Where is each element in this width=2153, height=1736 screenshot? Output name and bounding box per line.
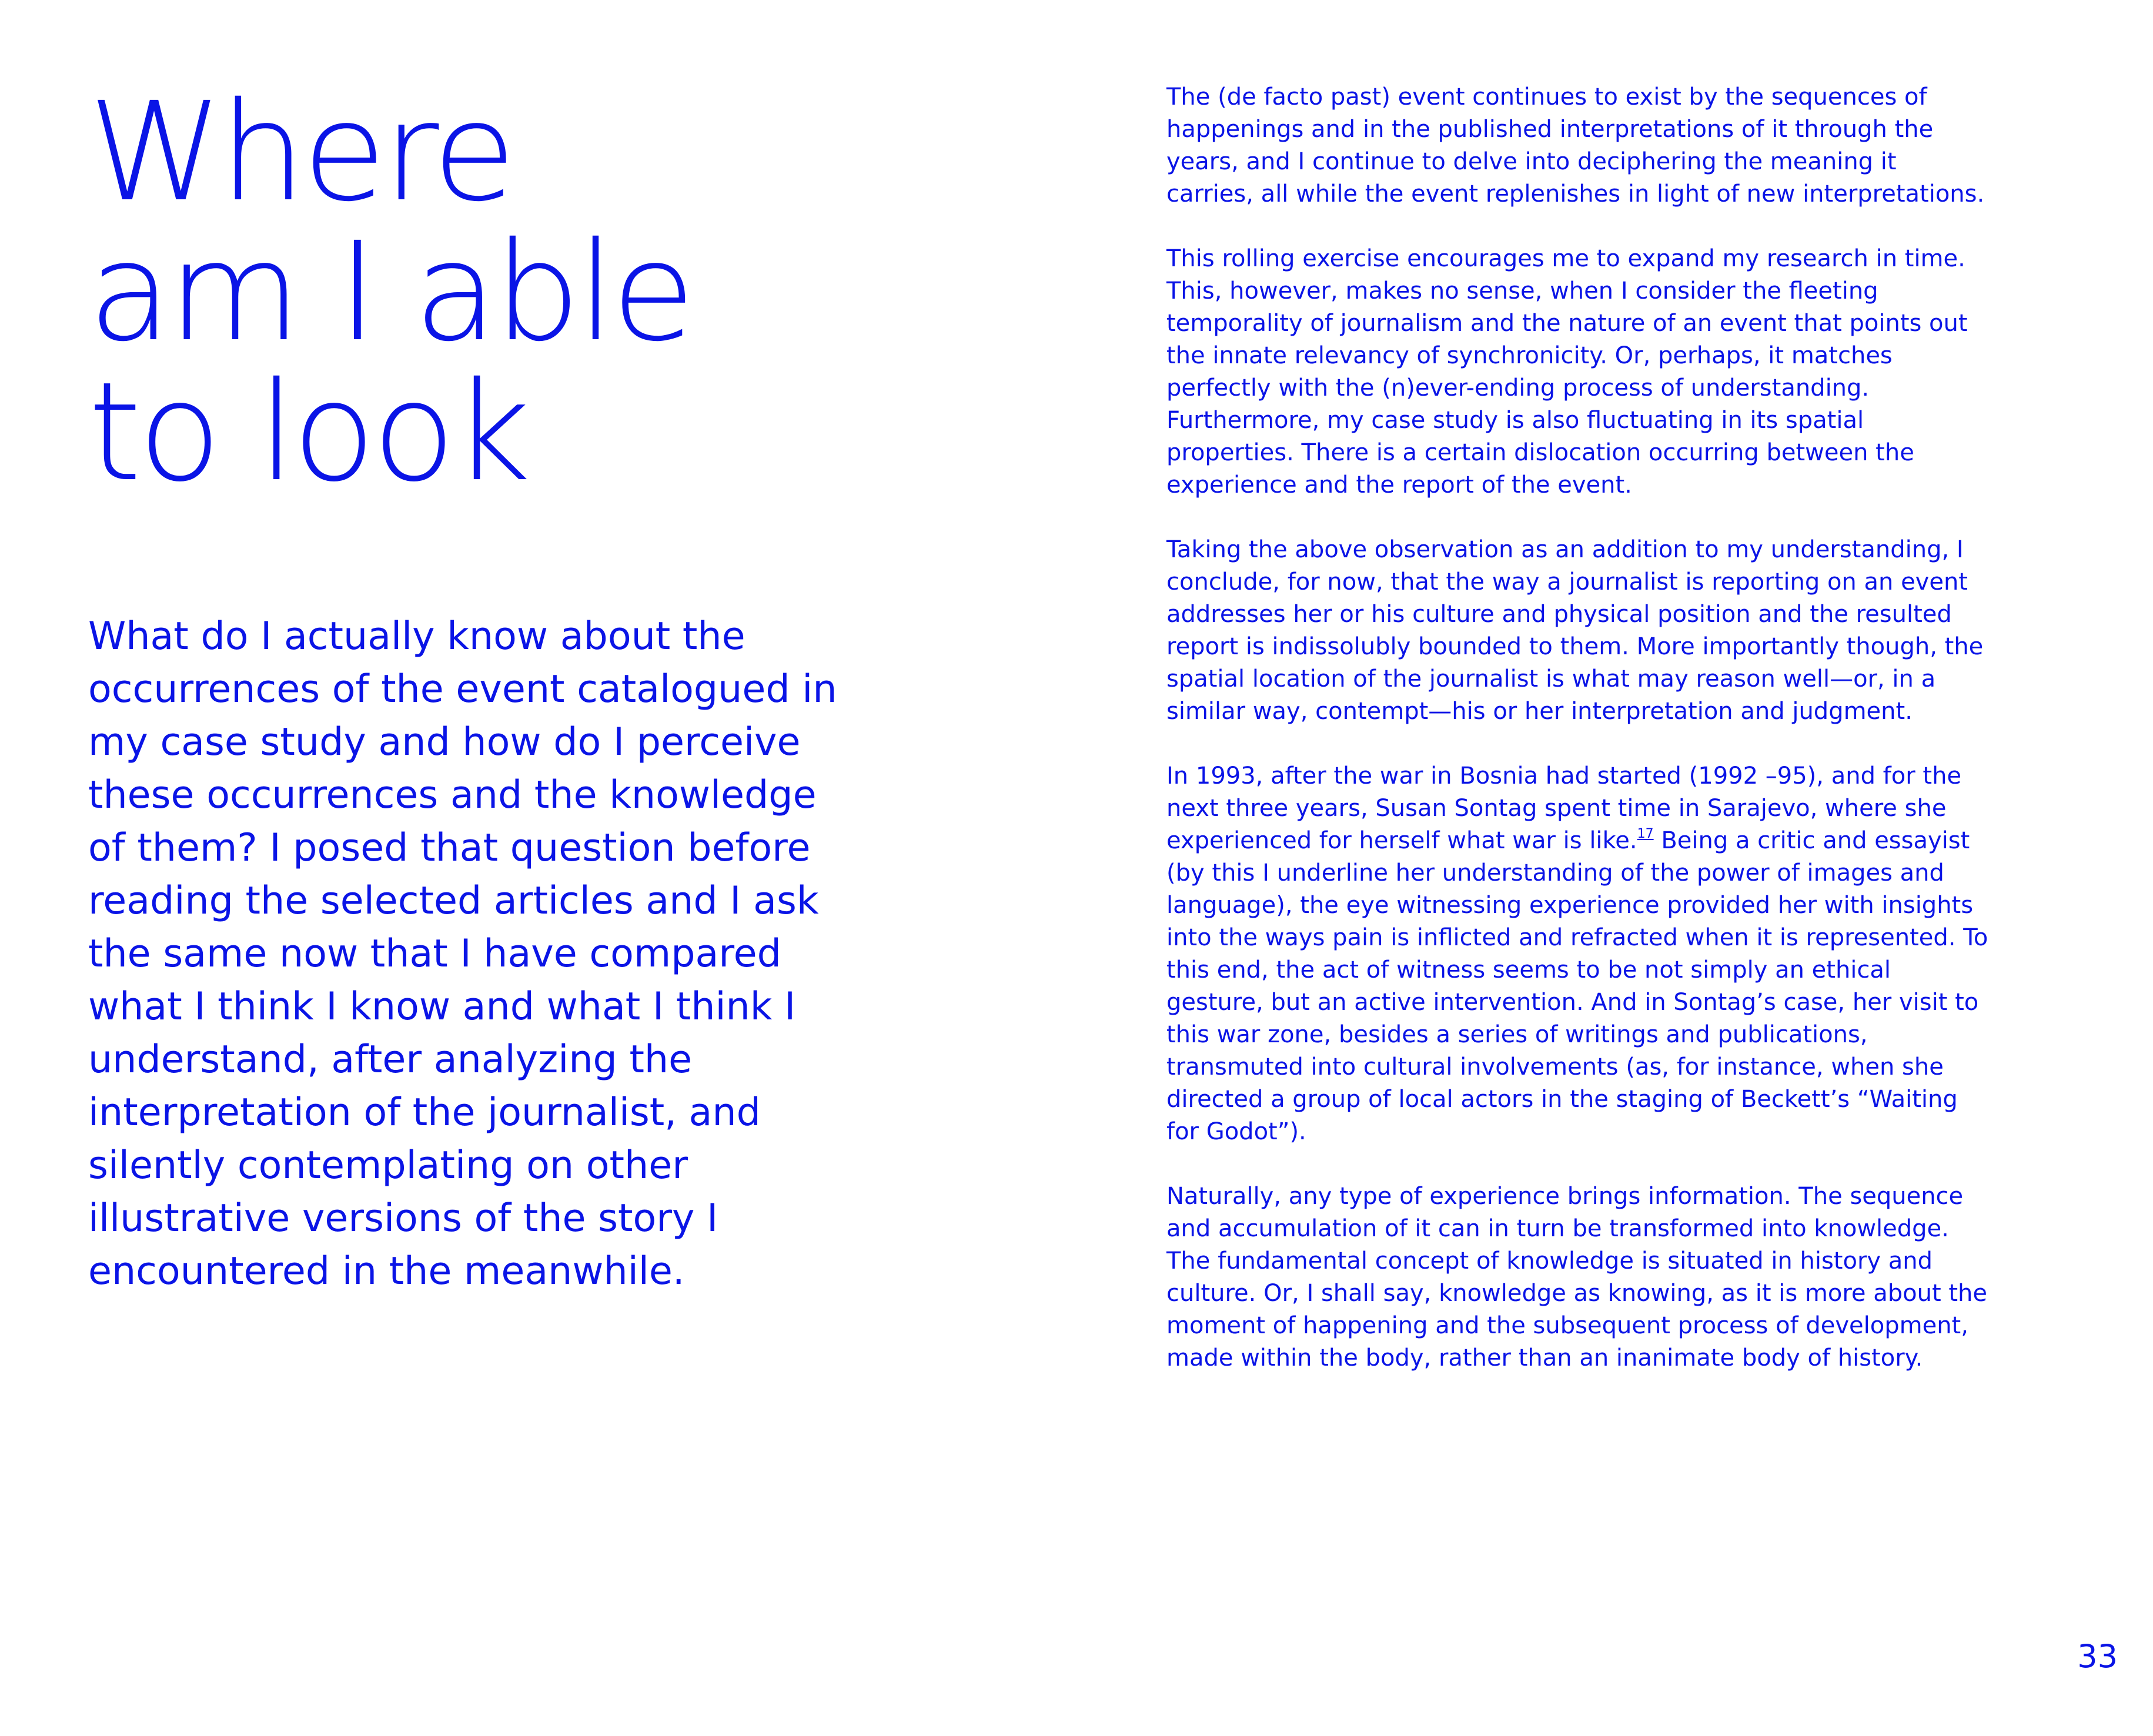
body-text-column: [1166, 81, 1990, 1407]
body-paragraph-4-text-a: In 1993, after the war in Bosnia had started (1992 –95), and for the next three years, Susan Sontag spent time in Sarajevo, where she experienced for herself what war is like.: [1166, 762, 1962, 854]
body-paragraph-3: Taking the above observation as an addition to my understanding, I conclude, for now, that the way a journalist is reporting on an event addresses her or his culture and physical position and the resulted report is indissolubly bounded to them. More importantly though, the spatial location of the journalist is what may reason well—or, in a similar way, contempt—his or her interpretation and judgment.: [1166, 536, 1984, 725]
body-paragraph-2: This rolling exercise encourages me to expand my research in time. This, however, makes no sense, when I consider the fleeting temporality of journalism and the nature of an event that points out the innate relevancy of synchronicity. Or, perhaps, it matches perfectly with the (n)ever-ending process of understanding. Furthermore, my case study is also fluctuating in its spatial properties. There is a certain dislocation occurring between the experience and the report of the event.: [1166, 245, 1968, 499]
chapter-title-line-3: to look: [88, 353, 528, 511]
footnote-marker[interactable]: 17: [1637, 827, 1654, 841]
body-paragraph-4: [1166, 760, 1990, 1148]
intro-paragraph: What do I actually know about the occurrences of the event catalogued in my case study and how do I perceive these occurrences and the knowledge of them? I posed that question before reading the selected articles and I ask the same now that I have compared what I think I know and what I think I understand, after analyzing the interpretation of the journalist, and silently contemplating on other illustrative versions of the story I encountered in the meanwhile.: [88, 614, 837, 1293]
body-paragraph-4-text-b: Being a critic and essayist (by this I underline her understanding of the power of images and language), the eye witnessing experience provided her with insights into the ways pain is inflicted and refracted when it is represented. To this end, the act of witness seems to be not simply an ethical gesture, but an active intervention. And in Sontag’s case, her visit to this war zone, besides a series of writings and publications, transmuted into cultural involvements (as, for instance, when she directed a group of local actors in the staging of Beckett’s “Waiting for Godot”).: [1166, 827, 1988, 1145]
chapter-title-line-2: am I able: [88, 213, 692, 372]
chapter-title-line-1: Where: [88, 73, 513, 232]
page-number: 33: [2077, 1638, 2118, 1675]
body-paragraph-5: Naturally, any type of experience brings information. The sequence and accumulation of it can in turn be transformed into knowledge. The fundamental concept of knowledge is situated in history and culture. Or, I shall say, knowledge as knowing, as it is more about the moment of happening and the subsequent process of development, made within the body, rather than an inanimate body of history.: [1166, 1183, 1987, 1372]
chapter-title: [88, 73, 692, 511]
body-paragraph-1: The (de facto past) event continues to exist by the sequences of happenings and in the published interpretations of it through the years, and I continue to delve into deciphering the meaning it carries, all while the event replenishes in light of new interpretations.: [1166, 83, 1985, 208]
